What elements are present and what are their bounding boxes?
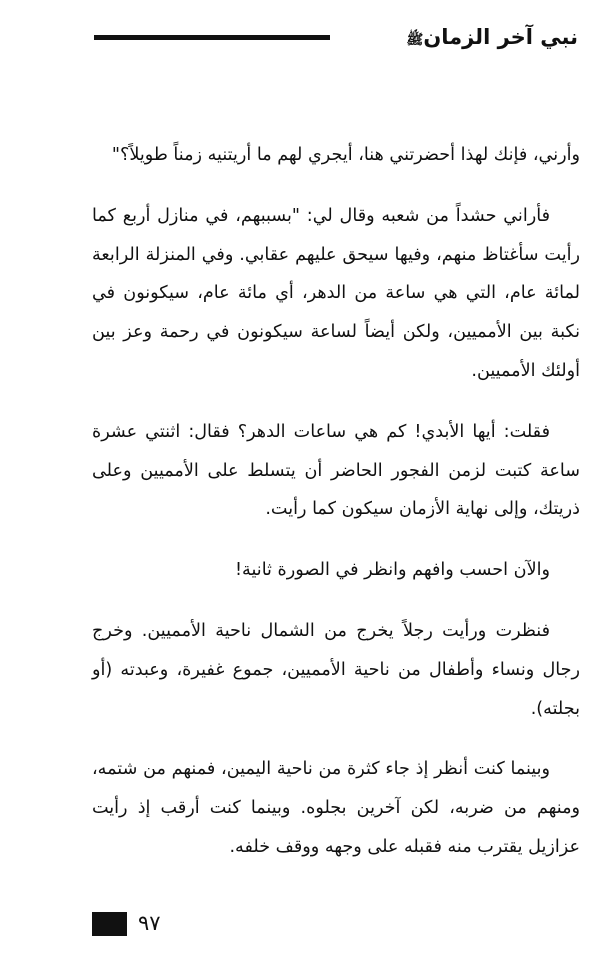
page-number: ٩٧ xyxy=(138,911,161,935)
honorific-symbol: ﷺ xyxy=(406,32,424,48)
page-body xyxy=(92,136,580,889)
header-title-text: نبي آخر الزمان xyxy=(423,25,578,49)
header-title xyxy=(403,22,578,55)
paragraph-4: والآن احسب وافهم وانظر في الصورة ثانية! xyxy=(235,560,550,581)
paragraph-1: وأرني، فإنك لهذا أحضرتني هنا، أيجري لهم ما أريتنيه زمناً طويلاً؟" xyxy=(111,145,580,165)
running-header xyxy=(94,22,578,52)
paragraph-2: فأراني حشداً من شعبه وقال لي: "بسببهم، في منازل أربع كما رأيت سأغتاظ منهم، وفيها سيحق عليهم عقابي. وفي المنزلة الرابعة لمائة عام، التي هي ساعة من الدهر، أي مائة عام، سيكونون في نكبة بين الأمميين، ولكن أيضاً لساعة سيكونون في رحمة وعز بين أولئك الأمميين. xyxy=(92,205,580,381)
paragraph-6: وبينما كنت أنظر إذ جاء كثرة من ناحية اليمين، فمنهم من شتمه، ومنهم من ضربه، لكن آخرين بجلوه. وبينما كنت أرقب إذ رأيت عزازيل يقترب منه فقبله على وجهه ووقف خلفه. xyxy=(92,759,580,857)
header-rule xyxy=(94,35,330,40)
paragraph-3: فقلت: أيها الأبدي! كم هي ساعات الدهر؟ فقال: اثنتي عشرة ساعة كتبت لزمن الفجور الحاضر أن يتسلط على الأمميين وعلى ذريتك، وإلى نهاية الأزمان سيكون كما رأيت. xyxy=(92,421,580,520)
paragraph-5: فنظرت ورأيت رجلاً يخرج من الشمال ناحية الأمميين. وخرج رجال ونساء وأطفال من ناحية الأمميين، جموع غفيرة، وعبدته (أو بجلته). xyxy=(92,620,580,719)
footer-black-block xyxy=(92,912,127,936)
